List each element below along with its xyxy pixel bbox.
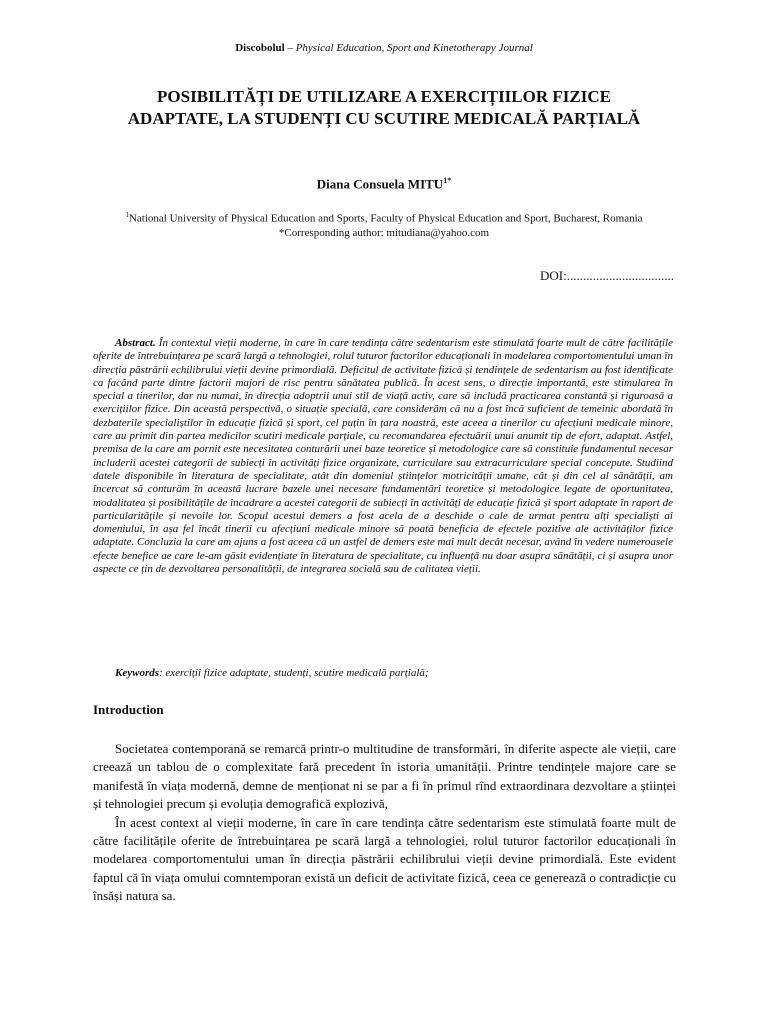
abstract-label: Abstract.: [115, 337, 156, 349]
abstract-text: În contextul vieții moderne, în care în care tendința către sedentarism este stimulată foarte mult de către facilitățile oferite de întrebuințarea pe scară largă a tehnologiei, rolul tuturor factorilor educaționali în modelarea comportomentului uman în direcția păstrării echilibrului vieții devine primordială. Deficitul de activitate fizică și tendințele de sedentarism au fost identificate ca facând parte dintre factorii majori de risc pentru sănătatea publică. În acest sens, o direcție importantă, este stimularea în special a tinerilor, dar nu numai, în direcția adoptrii unui stil de viață activ, care să includă practicarea constantă și riguroasă a exercițiilor fizice. Din această perspectivă, o situație specială, care considerăm că nu a fost încă suficient de temeinic abordată în dezbaterile specialiștilor în educație fizică și sport, cel puțin în țara noastră, este aceea a tinerilor cu afecțiuni medicale minore, care au primit din partea medicilor scutiri medicale parțiale, cu recomandarea efectuării unui anumit tip de efort, adaptat. Astfel, premisa de la care am pornit este necesitatea conturării unei baze teoretice și metodologice care să constituie fundamentul necesar includerii acestei categorii de subiecți în activități fizice organizate, curriculare sau extracurriculare special concepute. Studiind datele disponibile în literatura de specialitate, atât din domeniul științelor motricității umane, cât și din cel al sănătății, am încercat să conturăm în această lucrare bazele unei necesare fundamentări teoretice și metodologice legate de oportunitatea, modalitatea și posibilitățile de încadrare a acestei categorii de subiecți în activități de educație fizică și sport adaptate în raport de particularitățile și nevoile lor. Scopul acestui demers a fost acela de a deschide o cale de urmat pentru alți specialiști ai domeniului, în așa fel încât tinerii cu afecțiuni medicale minore să poată beneficia de efectele pozitive ale activităților fizice adaptate. Concluzia la care am ajuns a fost aceea că un astfel de demers este mai mult decât necesar, având în vedere numeroasele efecte benefice ae care le-am găsit evidențiate în literatura de specialitate, cu influență nu doar asupra sănătății, ci și asupra unor aspecte ce țin de dezvoltarea personalității, de integrarea socială sau de calitatea vieții.: [93, 337, 673, 576]
journal-header: [0, 42, 768, 54]
affiliation-marker: 1: [125, 211, 129, 219]
paper-title-line-2: ADAPTATE, LA STUDENȚI CU SCUTIRE MEDICALĂ PARȚIALĂ: [127, 109, 641, 128]
paper-title-line-1: POSIBILITĂȚI DE UTILIZARE A EXERCIȚIILOR FIZICE: [157, 87, 611, 106]
introduction-paragraph: În acest context al vieții moderne, în care în care tendința către sedentarism este stimulată foarte mult de către facilitățile oferite de întrebuințarea pe scară largă a tehnologiei, rolul tuturor factorilor educaționali în modelarea comportomentului uman în direcția păstrării echilibrului vieții devine primordială. Este evident faptul că în viața omului comntemporan există un deficit de activitate fizică, ceea ce generează o contradicție cu însăși natura sa.: [93, 814, 676, 904]
author-superscript: 1*: [443, 176, 452, 185]
affiliation: [95, 208, 673, 240]
author-name: Diana Consuela MITU: [316, 176, 444, 192]
affiliation-text: National University of Physical Education and Sports, Faculty of Physical Education and Sport, Bucharest, Romania: [128, 212, 643, 225]
introduction-body: [93, 740, 676, 906]
author: [0, 176, 768, 192]
introduction-paragraph: Societatea contemporană se remarcă printr-o multitudine de transformări, în diferite aspecte ale vieții, care creează un tablou de o complexitate fară precedent în istoria umanității. Printre tendințele majore care se manifestă în viața modernă, demne de menționat ni se par a fi în primul rînd extraordinara dezvoltare a științei și tehnologiei precum și evoluția demografică explozivă,: [93, 741, 676, 812]
keywords-label: Keywords: [115, 667, 159, 679]
journal-separator: –: [284, 42, 296, 54]
corresponding-author: *Corresponding author: mitudiana@yahoo.com: [278, 226, 490, 239]
keywords: [93, 667, 673, 679]
section-heading-introduction: Introduction: [93, 702, 164, 717]
journal-subtitle: Physical Education, Sport and Kinetotherapy Journal: [295, 42, 533, 54]
paper-title: [60, 86, 708, 130]
keywords-text: : exerciții fizice adaptate, studenți, scutire medicală parțială;: [159, 667, 429, 679]
journal-name: Discobolul: [235, 42, 285, 54]
doi: DOI:.................................: [540, 268, 674, 283]
abstract: [93, 337, 673, 576]
